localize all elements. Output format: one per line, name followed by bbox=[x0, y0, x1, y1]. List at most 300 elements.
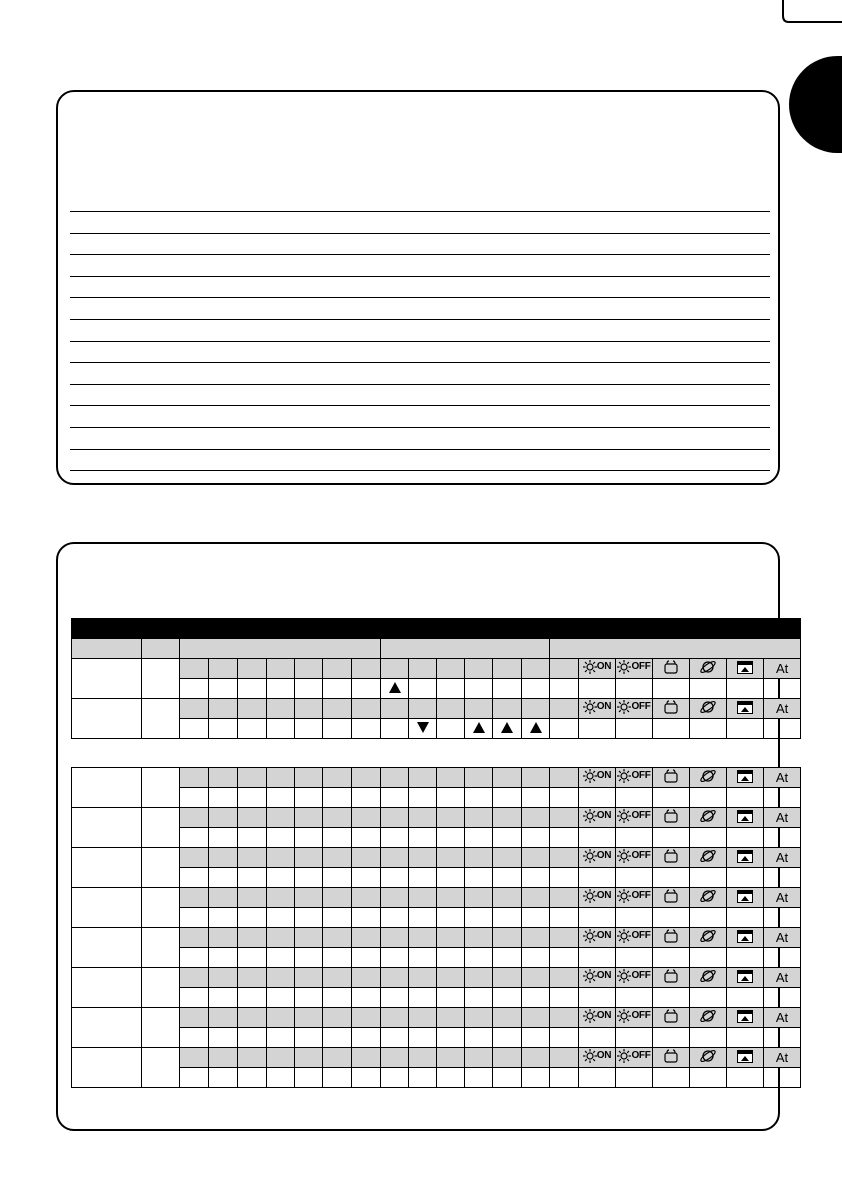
function-cell[interactable] bbox=[616, 659, 653, 679]
time-cell[interactable] bbox=[238, 808, 267, 828]
time-cell[interactable] bbox=[352, 1008, 381, 1028]
channel-cell[interactable] bbox=[72, 1008, 142, 1048]
note-line[interactable] bbox=[70, 319, 770, 320]
time-cell[interactable] bbox=[295, 679, 323, 699]
time-cell[interactable] bbox=[295, 788, 323, 808]
note-line[interactable] bbox=[70, 427, 770, 428]
time-cell[interactable] bbox=[238, 659, 267, 679]
code-cell[interactable] bbox=[142, 888, 180, 928]
function-cell[interactable] bbox=[764, 968, 801, 988]
time-cell[interactable] bbox=[381, 948, 409, 968]
time-cell[interactable] bbox=[522, 908, 550, 928]
time-cell[interactable] bbox=[522, 968, 550, 988]
function-cell[interactable] bbox=[727, 768, 764, 788]
time-cell[interactable] bbox=[437, 719, 465, 739]
time-cell[interactable] bbox=[550, 1028, 579, 1048]
function-cell[interactable] bbox=[764, 888, 801, 908]
time-cell[interactable] bbox=[352, 868, 381, 888]
time-cell[interactable] bbox=[381, 928, 409, 948]
time-cell[interactable] bbox=[522, 888, 550, 908]
channel-cell[interactable] bbox=[72, 768, 142, 808]
time-cell[interactable] bbox=[437, 699, 465, 719]
function-cell[interactable] bbox=[616, 699, 653, 719]
time-cell[interactable] bbox=[653, 828, 690, 848]
time-cell[interactable] bbox=[727, 828, 764, 848]
time-cell[interactable] bbox=[493, 828, 522, 848]
time-cell[interactable] bbox=[180, 848, 209, 868]
time-cell[interactable] bbox=[209, 968, 238, 988]
function-cell[interactable] bbox=[579, 888, 616, 908]
time-cell[interactable] bbox=[381, 659, 409, 679]
function-cell[interactable] bbox=[764, 928, 801, 948]
time-cell[interactable] bbox=[267, 888, 295, 908]
time-cell[interactable] bbox=[727, 988, 764, 1008]
time-cell[interactable] bbox=[437, 768, 465, 788]
time-cell[interactable] bbox=[465, 659, 493, 679]
time-cell[interactable] bbox=[267, 928, 295, 948]
function-cell[interactable] bbox=[764, 808, 801, 828]
time-cell[interactable] bbox=[352, 659, 381, 679]
time-cell[interactable] bbox=[381, 719, 409, 739]
time-cell[interactable] bbox=[579, 679, 616, 699]
time-cell[interactable] bbox=[295, 1028, 323, 1048]
time-cell[interactable] bbox=[690, 788, 727, 808]
time-cell[interactable] bbox=[465, 1048, 493, 1068]
function-cell[interactable] bbox=[579, 928, 616, 948]
time-cell[interactable] bbox=[579, 988, 616, 1008]
time-cell[interactable] bbox=[764, 908, 801, 928]
time-cell[interactable] bbox=[238, 788, 267, 808]
note-line[interactable] bbox=[70, 470, 770, 471]
time-cell[interactable] bbox=[409, 1068, 437, 1088]
time-cell[interactable] bbox=[209, 1008, 238, 1028]
time-cell[interactable] bbox=[381, 1028, 409, 1048]
code-cell[interactable] bbox=[142, 808, 180, 848]
time-cell[interactable] bbox=[381, 828, 409, 848]
note-line[interactable] bbox=[70, 297, 770, 298]
time-cell[interactable] bbox=[437, 1028, 465, 1048]
time-cell[interactable] bbox=[409, 908, 437, 928]
channel-cell[interactable] bbox=[72, 808, 142, 848]
function-cell[interactable] bbox=[653, 699, 690, 719]
time-cell[interactable] bbox=[465, 679, 493, 699]
time-cell[interactable] bbox=[550, 888, 579, 908]
time-cell[interactable] bbox=[323, 988, 352, 1008]
time-cell[interactable] bbox=[550, 1068, 579, 1088]
function-cell[interactable] bbox=[616, 1008, 653, 1028]
code-cell[interactable] bbox=[142, 768, 180, 808]
time-cell[interactable] bbox=[238, 848, 267, 868]
time-cell[interactable] bbox=[209, 908, 238, 928]
time-cell[interactable] bbox=[295, 719, 323, 739]
time-cell[interactable] bbox=[616, 988, 653, 1008]
time-cell[interactable] bbox=[209, 768, 238, 788]
time-cell[interactable] bbox=[295, 928, 323, 948]
time-cell[interactable] bbox=[550, 848, 579, 868]
time-cell[interactable] bbox=[437, 908, 465, 928]
time-cell[interactable] bbox=[409, 888, 437, 908]
time-cell[interactable] bbox=[295, 808, 323, 828]
code-cell[interactable] bbox=[142, 1008, 180, 1048]
time-cell[interactable] bbox=[381, 1068, 409, 1088]
time-cell[interactable] bbox=[465, 828, 493, 848]
time-cell[interactable] bbox=[764, 1028, 801, 1048]
time-cell[interactable] bbox=[690, 828, 727, 848]
time-cell[interactable] bbox=[522, 948, 550, 968]
time-cell[interactable] bbox=[267, 1048, 295, 1068]
time-cell[interactable] bbox=[616, 788, 653, 808]
time-cell[interactable] bbox=[465, 868, 493, 888]
time-cell[interactable] bbox=[209, 808, 238, 828]
time-cell[interactable] bbox=[238, 988, 267, 1008]
time-cell[interactable] bbox=[690, 719, 727, 739]
time-cell[interactable] bbox=[409, 948, 437, 968]
time-cell[interactable] bbox=[323, 828, 352, 848]
time-cell[interactable] bbox=[180, 988, 209, 1008]
function-cell[interactable] bbox=[690, 808, 727, 828]
time-cell[interactable] bbox=[267, 948, 295, 968]
time-cell[interactable] bbox=[465, 1008, 493, 1028]
time-cell[interactable] bbox=[409, 988, 437, 1008]
time-cell[interactable] bbox=[653, 679, 690, 699]
function-cell[interactable] bbox=[579, 768, 616, 788]
time-cell[interactable] bbox=[437, 659, 465, 679]
time-cell[interactable] bbox=[579, 1028, 616, 1048]
time-cell[interactable] bbox=[493, 699, 522, 719]
time-cell[interactable] bbox=[381, 908, 409, 928]
time-cell[interactable] bbox=[238, 1048, 267, 1068]
time-cell[interactable] bbox=[493, 1068, 522, 1088]
time-cell[interactable] bbox=[409, 699, 437, 719]
time-cell[interactable] bbox=[616, 719, 653, 739]
time-cell[interactable] bbox=[295, 908, 323, 928]
time-cell[interactable] bbox=[465, 788, 493, 808]
time-cell[interactable] bbox=[522, 808, 550, 828]
code-cell[interactable] bbox=[142, 848, 180, 888]
time-cell[interactable] bbox=[323, 1068, 352, 1088]
time-cell[interactable] bbox=[690, 1028, 727, 1048]
time-cell[interactable] bbox=[295, 1068, 323, 1088]
function-cell[interactable] bbox=[616, 1048, 653, 1068]
time-cell[interactable] bbox=[764, 1068, 801, 1088]
time-cell[interactable] bbox=[409, 968, 437, 988]
time-cell[interactable] bbox=[238, 679, 267, 699]
function-cell[interactable] bbox=[653, 1048, 690, 1068]
time-cell[interactable] bbox=[616, 1028, 653, 1048]
time-cell[interactable] bbox=[323, 888, 352, 908]
function-cell[interactable] bbox=[579, 1008, 616, 1028]
time-cell[interactable] bbox=[522, 828, 550, 848]
time-cell[interactable] bbox=[209, 1048, 238, 1068]
code-cell[interactable] bbox=[142, 928, 180, 968]
time-cell[interactable] bbox=[437, 788, 465, 808]
function-cell[interactable] bbox=[616, 928, 653, 948]
time-cell[interactable] bbox=[238, 928, 267, 948]
time-cell[interactable] bbox=[437, 1048, 465, 1068]
note-line[interactable] bbox=[70, 362, 770, 363]
time-cell[interactable] bbox=[180, 868, 209, 888]
time-cell[interactable] bbox=[409, 788, 437, 808]
time-cell[interactable] bbox=[616, 868, 653, 888]
time-cell[interactable] bbox=[727, 788, 764, 808]
time-cell[interactable] bbox=[616, 679, 653, 699]
time-cell[interactable] bbox=[437, 828, 465, 848]
time-cell[interactable] bbox=[209, 719, 238, 739]
time-cell[interactable] bbox=[550, 719, 579, 739]
time-cell[interactable] bbox=[267, 659, 295, 679]
function-cell[interactable] bbox=[690, 928, 727, 948]
time-cell[interactable] bbox=[522, 928, 550, 948]
time-cell[interactable] bbox=[381, 888, 409, 908]
function-cell[interactable] bbox=[616, 888, 653, 908]
time-cell[interactable] bbox=[209, 868, 238, 888]
time-cell[interactable] bbox=[323, 788, 352, 808]
time-cell[interactable] bbox=[522, 1048, 550, 1068]
time-cell[interactable] bbox=[493, 679, 522, 699]
time-cell[interactable] bbox=[409, 1028, 437, 1048]
note-line[interactable] bbox=[70, 254, 770, 255]
time-cell[interactable] bbox=[653, 868, 690, 888]
time-cell[interactable] bbox=[409, 848, 437, 868]
time-cell[interactable] bbox=[209, 848, 238, 868]
time-cell[interactable] bbox=[180, 1068, 209, 1088]
time-cell[interactable] bbox=[493, 719, 522, 739]
time-cell[interactable] bbox=[267, 699, 295, 719]
time-cell[interactable] bbox=[295, 868, 323, 888]
time-cell[interactable] bbox=[352, 828, 381, 848]
time-cell[interactable] bbox=[381, 768, 409, 788]
function-cell[interactable] bbox=[690, 1008, 727, 1028]
time-cell[interactable] bbox=[409, 1008, 437, 1028]
time-cell[interactable] bbox=[267, 679, 295, 699]
function-cell[interactable] bbox=[727, 659, 764, 679]
time-cell[interactable] bbox=[437, 988, 465, 1008]
time-cell[interactable] bbox=[550, 699, 579, 719]
time-cell[interactable] bbox=[352, 908, 381, 928]
time-cell[interactable] bbox=[437, 888, 465, 908]
time-cell[interactable] bbox=[323, 908, 352, 928]
time-cell[interactable] bbox=[238, 1008, 267, 1028]
time-cell[interactable] bbox=[209, 988, 238, 1008]
time-cell[interactable] bbox=[381, 699, 409, 719]
time-cell[interactable] bbox=[267, 968, 295, 988]
code-cell[interactable] bbox=[142, 968, 180, 1008]
time-cell[interactable] bbox=[653, 719, 690, 739]
time-cell[interactable] bbox=[550, 868, 579, 888]
time-cell[interactable] bbox=[180, 928, 209, 948]
time-cell[interactable] bbox=[180, 768, 209, 788]
time-cell[interactable] bbox=[323, 868, 352, 888]
time-cell[interactable] bbox=[180, 948, 209, 968]
time-cell[interactable] bbox=[579, 908, 616, 928]
time-cell[interactable] bbox=[180, 968, 209, 988]
time-cell[interactable] bbox=[437, 808, 465, 828]
time-cell[interactable] bbox=[409, 679, 437, 699]
function-cell[interactable] bbox=[579, 1048, 616, 1068]
time-cell[interactable] bbox=[267, 768, 295, 788]
time-cell[interactable] bbox=[690, 948, 727, 968]
time-cell[interactable] bbox=[764, 828, 801, 848]
time-cell[interactable] bbox=[522, 659, 550, 679]
time-cell[interactable] bbox=[550, 768, 579, 788]
time-cell[interactable] bbox=[323, 699, 352, 719]
time-cell[interactable] bbox=[267, 719, 295, 739]
time-cell[interactable] bbox=[180, 908, 209, 928]
time-cell[interactable] bbox=[653, 1068, 690, 1088]
time-cell[interactable] bbox=[295, 848, 323, 868]
time-cell[interactable] bbox=[764, 948, 801, 968]
time-cell[interactable] bbox=[550, 988, 579, 1008]
note-line[interactable] bbox=[70, 233, 770, 234]
time-cell[interactable] bbox=[352, 848, 381, 868]
code-cell[interactable] bbox=[142, 699, 180, 739]
channel-cell[interactable] bbox=[72, 1048, 142, 1088]
time-cell[interactable] bbox=[238, 868, 267, 888]
time-cell[interactable] bbox=[550, 659, 579, 679]
time-cell[interactable] bbox=[323, 968, 352, 988]
function-cell[interactable] bbox=[653, 968, 690, 988]
time-cell[interactable] bbox=[209, 888, 238, 908]
time-cell[interactable] bbox=[323, 719, 352, 739]
time-cell[interactable] bbox=[522, 768, 550, 788]
time-cell[interactable] bbox=[209, 659, 238, 679]
time-cell[interactable] bbox=[465, 888, 493, 908]
time-cell[interactable] bbox=[381, 848, 409, 868]
time-cell[interactable] bbox=[616, 1068, 653, 1088]
time-cell[interactable] bbox=[579, 828, 616, 848]
function-cell[interactable] bbox=[616, 968, 653, 988]
time-cell[interactable] bbox=[323, 659, 352, 679]
time-cell[interactable] bbox=[409, 868, 437, 888]
time-cell[interactable] bbox=[550, 1048, 579, 1068]
time-cell[interactable] bbox=[409, 928, 437, 948]
time-cell[interactable] bbox=[323, 768, 352, 788]
time-cell[interactable] bbox=[238, 1028, 267, 1048]
time-cell[interactable] bbox=[727, 1068, 764, 1088]
time-cell[interactable] bbox=[352, 928, 381, 948]
time-cell[interactable] bbox=[493, 659, 522, 679]
time-cell[interactable] bbox=[550, 908, 579, 928]
time-cell[interactable] bbox=[690, 679, 727, 699]
time-cell[interactable] bbox=[180, 679, 209, 699]
function-cell[interactable] bbox=[690, 659, 727, 679]
time-cell[interactable] bbox=[409, 808, 437, 828]
time-cell[interactable] bbox=[437, 679, 465, 699]
time-cell[interactable] bbox=[267, 848, 295, 868]
time-cell[interactable] bbox=[267, 988, 295, 1008]
time-cell[interactable] bbox=[493, 848, 522, 868]
time-cell[interactable] bbox=[409, 768, 437, 788]
time-cell[interactable] bbox=[653, 788, 690, 808]
time-cell[interactable] bbox=[323, 808, 352, 828]
function-cell[interactable] bbox=[764, 659, 801, 679]
time-cell[interactable] bbox=[381, 988, 409, 1008]
time-cell[interactable] bbox=[465, 908, 493, 928]
time-cell[interactable] bbox=[267, 828, 295, 848]
time-cell[interactable] bbox=[409, 828, 437, 848]
time-cell[interactable] bbox=[437, 948, 465, 968]
time-cell[interactable] bbox=[352, 988, 381, 1008]
time-cell[interactable] bbox=[352, 679, 381, 699]
time-cell[interactable] bbox=[323, 1028, 352, 1048]
time-cell[interactable] bbox=[352, 699, 381, 719]
function-cell[interactable] bbox=[727, 888, 764, 908]
time-cell[interactable] bbox=[209, 948, 238, 968]
time-cell[interactable] bbox=[267, 868, 295, 888]
time-cell[interactable] bbox=[493, 908, 522, 928]
time-cell[interactable] bbox=[465, 1028, 493, 1048]
time-cell[interactable] bbox=[493, 888, 522, 908]
function-cell[interactable] bbox=[653, 848, 690, 868]
time-cell[interactable] bbox=[493, 788, 522, 808]
time-cell[interactable] bbox=[180, 659, 209, 679]
time-cell[interactable] bbox=[522, 679, 550, 699]
time-cell[interactable] bbox=[238, 1068, 267, 1088]
note-line[interactable] bbox=[70, 211, 770, 212]
note-line[interactable] bbox=[70, 449, 770, 450]
time-cell[interactable] bbox=[209, 928, 238, 948]
time-cell[interactable] bbox=[352, 948, 381, 968]
function-cell[interactable] bbox=[690, 888, 727, 908]
time-cell[interactable] bbox=[522, 1068, 550, 1088]
time-cell[interactable] bbox=[690, 908, 727, 928]
time-cell[interactable] bbox=[409, 1048, 437, 1068]
time-cell[interactable] bbox=[323, 848, 352, 868]
time-cell[interactable] bbox=[493, 1008, 522, 1028]
time-cell[interactable] bbox=[180, 1028, 209, 1048]
time-cell[interactable] bbox=[180, 888, 209, 908]
time-cell[interactable] bbox=[238, 828, 267, 848]
channel-cell[interactable] bbox=[72, 659, 142, 699]
time-cell[interactable] bbox=[550, 968, 579, 988]
note-line[interactable] bbox=[70, 384, 770, 385]
time-cell[interactable] bbox=[180, 808, 209, 828]
time-cell[interactable] bbox=[238, 699, 267, 719]
time-cell[interactable] bbox=[209, 699, 238, 719]
time-cell[interactable] bbox=[465, 719, 493, 739]
time-cell[interactable] bbox=[493, 988, 522, 1008]
time-cell[interactable] bbox=[437, 868, 465, 888]
channel-cell[interactable] bbox=[72, 848, 142, 888]
time-cell[interactable] bbox=[465, 968, 493, 988]
time-cell[interactable] bbox=[295, 888, 323, 908]
time-cell[interactable] bbox=[493, 868, 522, 888]
note-line[interactable] bbox=[70, 341, 770, 342]
channel-cell[interactable] bbox=[72, 968, 142, 1008]
time-cell[interactable] bbox=[465, 848, 493, 868]
time-cell[interactable] bbox=[381, 788, 409, 808]
time-cell[interactable] bbox=[493, 1028, 522, 1048]
function-cell[interactable] bbox=[690, 1048, 727, 1068]
time-cell[interactable] bbox=[323, 1048, 352, 1068]
time-cell[interactable] bbox=[579, 868, 616, 888]
time-cell[interactable] bbox=[522, 719, 550, 739]
function-cell[interactable] bbox=[690, 848, 727, 868]
time-cell[interactable] bbox=[180, 1048, 209, 1068]
time-cell[interactable] bbox=[267, 788, 295, 808]
time-cell[interactable] bbox=[352, 719, 381, 739]
time-cell[interactable] bbox=[352, 968, 381, 988]
time-cell[interactable] bbox=[295, 659, 323, 679]
time-cell[interactable] bbox=[267, 1008, 295, 1028]
function-cell[interactable] bbox=[653, 888, 690, 908]
channel-cell[interactable] bbox=[72, 699, 142, 739]
time-cell[interactable] bbox=[267, 1068, 295, 1088]
time-cell[interactable] bbox=[238, 908, 267, 928]
time-cell[interactable] bbox=[727, 719, 764, 739]
time-cell[interactable] bbox=[238, 968, 267, 988]
time-cell[interactable] bbox=[522, 1028, 550, 1048]
